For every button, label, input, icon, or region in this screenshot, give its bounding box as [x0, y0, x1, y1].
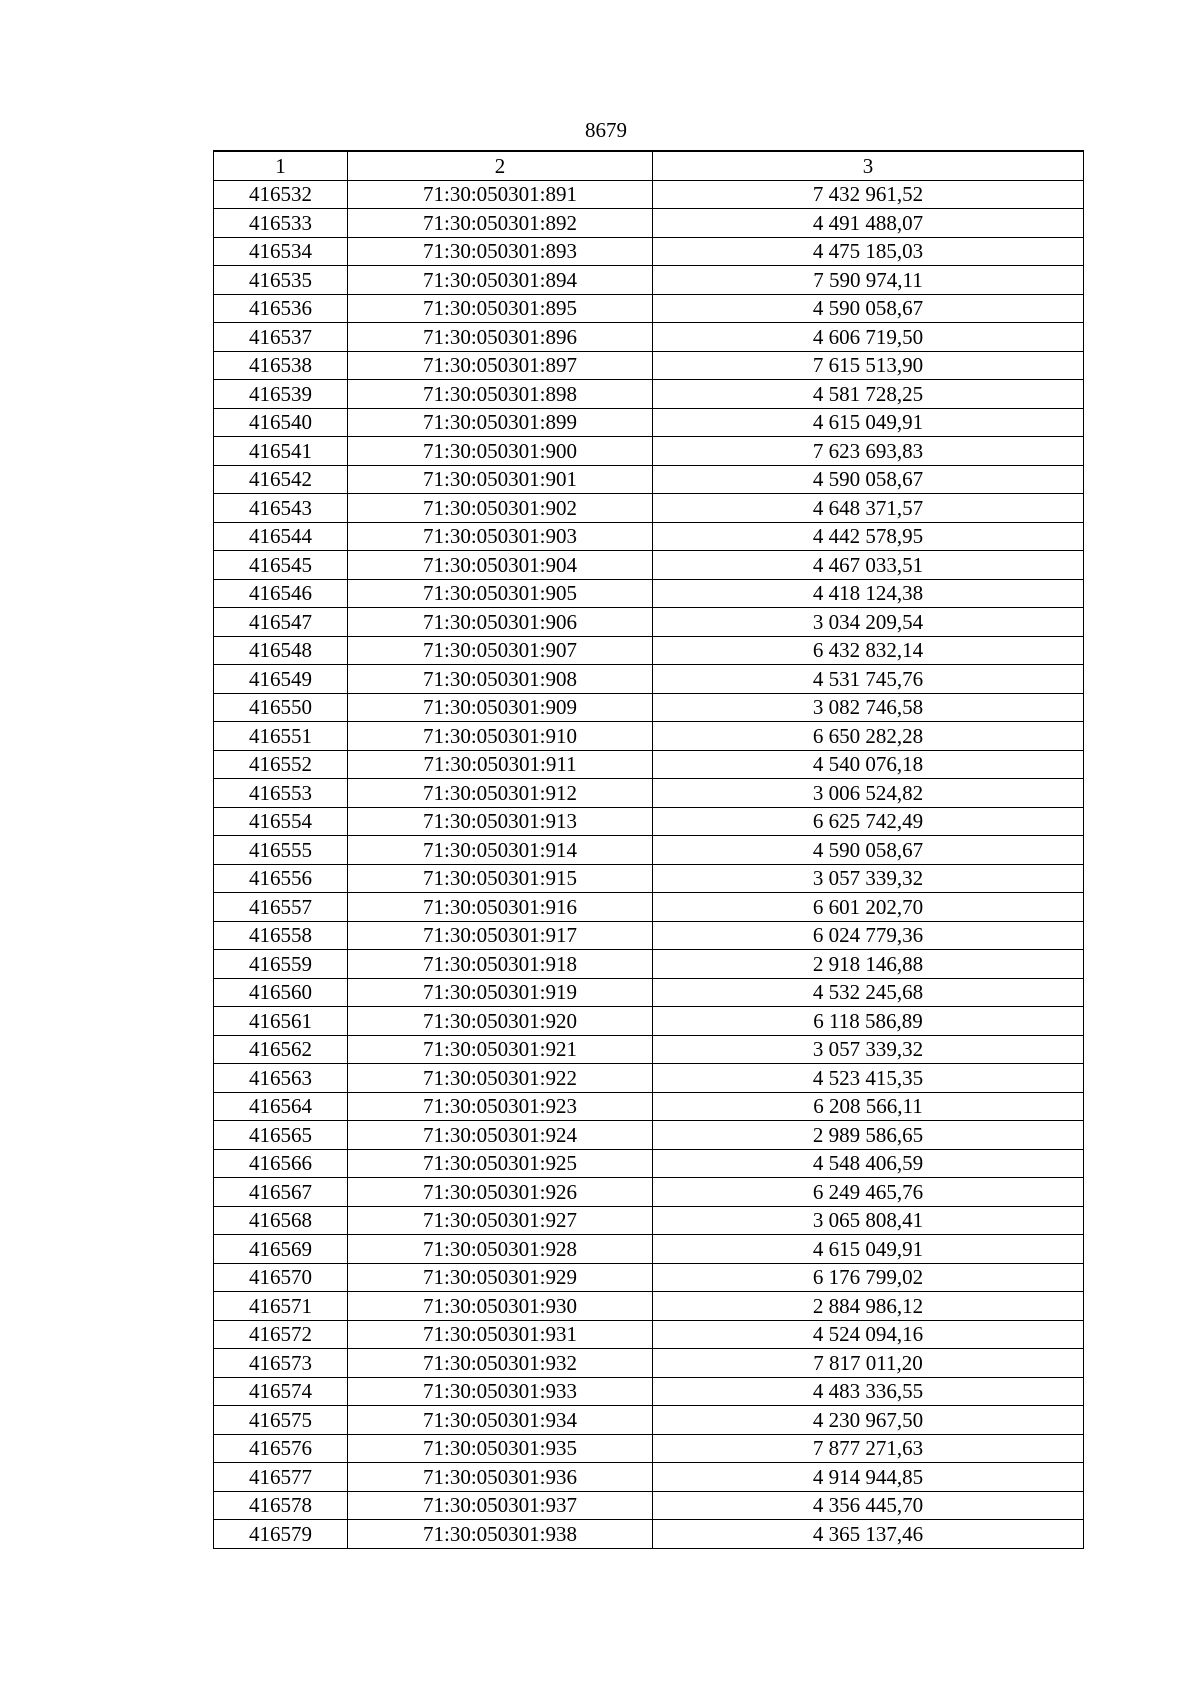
row-number-cell: 416539 — [214, 380, 348, 409]
row-number-cell: 416565 — [214, 1121, 348, 1150]
table-row — [214, 893, 1084, 922]
value-cell: 7 623 693,83 — [653, 437, 1084, 466]
table-body — [214, 180, 1084, 1548]
row-number-cell: 416535 — [214, 266, 348, 295]
cadastral-number-cell: 71:30:050301:922 — [348, 1064, 653, 1093]
table-row — [214, 237, 1084, 266]
value-cell: 2 989 586,65 — [653, 1121, 1084, 1150]
value-cell: 6 249 465,76 — [653, 1178, 1084, 1207]
cadastral-number-cell: 71:30:050301:937 — [348, 1491, 653, 1520]
table-row — [214, 1292, 1084, 1321]
table-row — [214, 1491, 1084, 1520]
row-number-cell: 416558 — [214, 921, 348, 950]
value-cell: 3 057 339,32 — [653, 1035, 1084, 1064]
table-row — [214, 1064, 1084, 1093]
value-cell: 4 648 371,57 — [653, 494, 1084, 523]
row-number-cell: 416551 — [214, 722, 348, 751]
value-cell: 3 034 209,54 — [653, 608, 1084, 637]
row-number-cell: 416556 — [214, 864, 348, 893]
value-cell: 4 483 336,55 — [653, 1377, 1084, 1406]
cadastral-number-cell: 71:30:050301:906 — [348, 608, 653, 637]
cadastral-number-cell: 71:30:050301:895 — [348, 294, 653, 323]
table-row — [214, 864, 1084, 893]
row-number-cell: 416567 — [214, 1178, 348, 1207]
table-row — [214, 551, 1084, 580]
row-number-cell: 416573 — [214, 1349, 348, 1378]
table-row — [214, 1320, 1084, 1349]
row-number-cell: 416536 — [214, 294, 348, 323]
value-cell: 6 176 799,02 — [653, 1263, 1084, 1292]
table-row — [214, 950, 1084, 979]
row-number-cell: 416550 — [214, 693, 348, 722]
table-row — [214, 978, 1084, 1007]
row-number-cell: 416541 — [214, 437, 348, 466]
table-row — [214, 1377, 1084, 1406]
table-row — [214, 579, 1084, 608]
value-cell: 7 432 961,52 — [653, 180, 1084, 209]
table-row — [214, 1121, 1084, 1150]
value-cell: 3 006 524,82 — [653, 779, 1084, 808]
value-cell: 4 365 137,46 — [653, 1520, 1084, 1549]
table-row — [214, 750, 1084, 779]
cadastral-number-cell: 71:30:050301:913 — [348, 807, 653, 836]
row-number-cell: 416574 — [214, 1377, 348, 1406]
table-row — [214, 636, 1084, 665]
value-cell: 4 230 967,50 — [653, 1406, 1084, 1435]
cadastral-number-cell: 71:30:050301:930 — [348, 1292, 653, 1321]
value-cell: 4 615 049,91 — [653, 408, 1084, 437]
row-number-cell: 416563 — [214, 1064, 348, 1093]
value-cell: 6 601 202,70 — [653, 893, 1084, 922]
table-row — [214, 836, 1084, 865]
value-cell: 6 208 566,11 — [653, 1092, 1084, 1121]
row-number-cell: 416555 — [214, 836, 348, 865]
row-number-cell: 416561 — [214, 1007, 348, 1036]
value-cell: 4 356 445,70 — [653, 1491, 1084, 1520]
table-row — [214, 1206, 1084, 1235]
table-row — [214, 209, 1084, 238]
table-row — [214, 1007, 1084, 1036]
row-number-cell: 416560 — [214, 978, 348, 1007]
cadastral-number-cell: 71:30:050301:938 — [348, 1520, 653, 1549]
cadastral-number-cell: 71:30:050301:894 — [348, 266, 653, 295]
value-cell: 4 442 578,95 — [653, 522, 1084, 551]
value-cell: 4 531 745,76 — [653, 665, 1084, 694]
table-row — [214, 1434, 1084, 1463]
row-number-cell: 416572 — [214, 1320, 348, 1349]
table-row — [214, 1235, 1084, 1264]
column-header: 1 — [214, 151, 348, 180]
row-number-cell: 416564 — [214, 1092, 348, 1121]
row-number-cell: 416546 — [214, 579, 348, 608]
cadastral-number-cell: 71:30:050301:928 — [348, 1235, 653, 1264]
table-row — [214, 693, 1084, 722]
cadastral-number-cell: 71:30:050301:892 — [348, 209, 653, 238]
cadastral-number-cell: 71:30:050301:915 — [348, 864, 653, 893]
value-cell: 7 590 974,11 — [653, 266, 1084, 295]
row-number-cell: 416532 — [214, 180, 348, 209]
value-cell: 6 650 282,28 — [653, 722, 1084, 751]
row-number-cell: 416552 — [214, 750, 348, 779]
value-cell: 4 467 033,51 — [653, 551, 1084, 580]
row-number-cell: 416570 — [214, 1263, 348, 1292]
cadastral-number-cell: 71:30:050301:926 — [348, 1178, 653, 1207]
value-cell: 4 548 406,59 — [653, 1149, 1084, 1178]
cadastral-number-cell: 71:30:050301:898 — [348, 380, 653, 409]
row-number-cell: 416542 — [214, 465, 348, 494]
cadastral-number-cell: 71:30:050301:931 — [348, 1320, 653, 1349]
cadastral-number-cell: 71:30:050301:911 — [348, 750, 653, 779]
table-row — [214, 465, 1084, 494]
row-number-cell: 416537 — [214, 323, 348, 352]
row-number-cell: 416557 — [214, 893, 348, 922]
table-row — [214, 1092, 1084, 1121]
table-row — [214, 522, 1084, 551]
row-number-cell: 416566 — [214, 1149, 348, 1178]
row-number-cell: 416571 — [214, 1292, 348, 1321]
column-header: 3 — [653, 151, 1084, 180]
cadastral-number-cell: 71:30:050301:904 — [348, 551, 653, 580]
value-cell: 4 532 245,68 — [653, 978, 1084, 1007]
row-number-cell: 416579 — [214, 1520, 348, 1549]
row-number-cell: 416576 — [214, 1434, 348, 1463]
row-number-cell: 416549 — [214, 665, 348, 694]
table-row — [214, 323, 1084, 352]
table-row — [214, 351, 1084, 380]
cadastral-number-cell: 71:30:050301:914 — [348, 836, 653, 865]
cadastral-number-cell: 71:30:050301:896 — [348, 323, 653, 352]
row-number-cell: 416559 — [214, 950, 348, 979]
cadastral-number-cell: 71:30:050301:916 — [348, 893, 653, 922]
cadastral-number-cell: 71:30:050301:901 — [348, 465, 653, 494]
cadastral-number-cell: 71:30:050301:936 — [348, 1463, 653, 1492]
table-row — [214, 722, 1084, 751]
value-cell: 6 118 586,89 — [653, 1007, 1084, 1036]
data-table — [213, 150, 1084, 1549]
value-cell: 2 918 146,88 — [653, 950, 1084, 979]
table-row — [214, 665, 1084, 694]
table-row — [214, 437, 1084, 466]
value-cell: 4 418 124,38 — [653, 579, 1084, 608]
cadastral-number-cell: 71:30:050301:935 — [348, 1434, 653, 1463]
value-cell: 7 615 513,90 — [653, 351, 1084, 380]
cadastral-number-cell: 71:30:050301:927 — [348, 1206, 653, 1235]
cadastral-number-cell: 71:30:050301:908 — [348, 665, 653, 694]
value-cell: 7 817 011,20 — [653, 1349, 1084, 1378]
cadastral-number-cell: 71:30:050301:903 — [348, 522, 653, 551]
cadastral-number-cell: 71:30:050301:899 — [348, 408, 653, 437]
cadastral-number-cell: 71:30:050301:924 — [348, 1121, 653, 1150]
value-cell: 6 625 742,49 — [653, 807, 1084, 836]
row-number-cell: 416562 — [214, 1035, 348, 1064]
table-row — [214, 266, 1084, 295]
value-cell: 4 475 185,03 — [653, 237, 1084, 266]
value-cell: 4 590 058,67 — [653, 294, 1084, 323]
table-row — [214, 608, 1084, 637]
table-row — [214, 921, 1084, 950]
value-cell: 3 082 746,58 — [653, 693, 1084, 722]
cadastral-number-cell: 71:30:050301:932 — [348, 1349, 653, 1378]
cadastral-number-cell: 71:30:050301:925 — [348, 1149, 653, 1178]
row-number-cell: 416538 — [214, 351, 348, 380]
value-cell: 4 606 719,50 — [653, 323, 1084, 352]
row-number-cell: 416544 — [214, 522, 348, 551]
value-cell: 3 065 808,41 — [653, 1206, 1084, 1235]
row-number-cell: 416548 — [214, 636, 348, 665]
row-number-cell: 416569 — [214, 1235, 348, 1264]
cadastral-number-cell: 71:30:050301:905 — [348, 579, 653, 608]
cadastral-number-cell: 71:30:050301:902 — [348, 494, 653, 523]
cadastral-number-cell: 71:30:050301:923 — [348, 1092, 653, 1121]
column-header: 2 — [348, 151, 653, 180]
table-row — [214, 1149, 1084, 1178]
value-cell: 4 581 728,25 — [653, 380, 1084, 409]
value-cell: 4 590 058,67 — [653, 465, 1084, 494]
row-number-cell: 416554 — [214, 807, 348, 836]
cadastral-number-cell: 71:30:050301:918 — [348, 950, 653, 979]
value-cell: 4 491 488,07 — [653, 209, 1084, 238]
table-header-row — [214, 151, 1084, 180]
value-cell: 4 523 415,35 — [653, 1064, 1084, 1093]
value-cell: 4 615 049,91 — [653, 1235, 1084, 1264]
table-row — [214, 1463, 1084, 1492]
cadastral-number-cell: 71:30:050301:910 — [348, 722, 653, 751]
value-cell: 6 432 832,14 — [653, 636, 1084, 665]
row-number-cell: 416534 — [214, 237, 348, 266]
row-number-cell: 416577 — [214, 1463, 348, 1492]
value-cell: 4 524 094,16 — [653, 1320, 1084, 1349]
cadastral-number-cell: 71:30:050301:920 — [348, 1007, 653, 1036]
cadastral-number-cell: 71:30:050301:919 — [348, 978, 653, 1007]
row-number-cell: 416545 — [214, 551, 348, 580]
cadastral-number-cell: 71:30:050301:934 — [348, 1406, 653, 1435]
table-row — [214, 1520, 1084, 1549]
table-row — [214, 1263, 1084, 1292]
cadastral-number-cell: 71:30:050301:900 — [348, 437, 653, 466]
cadastral-number-cell: 71:30:050301:907 — [348, 636, 653, 665]
row-number-cell: 416553 — [214, 779, 348, 808]
table-row — [214, 408, 1084, 437]
value-cell: 2 884 986,12 — [653, 1292, 1084, 1321]
row-number-cell: 416540 — [214, 408, 348, 437]
table-row — [214, 294, 1084, 323]
table-row — [214, 1349, 1084, 1378]
row-number-cell: 416547 — [214, 608, 348, 637]
row-number-cell: 416575 — [214, 1406, 348, 1435]
table-row — [214, 807, 1084, 836]
value-cell: 7 877 271,63 — [653, 1434, 1084, 1463]
row-number-cell: 416533 — [214, 209, 348, 238]
table-row — [214, 380, 1084, 409]
page-number: 8679 — [585, 118, 627, 142]
cadastral-number-cell: 71:30:050301:921 — [348, 1035, 653, 1064]
table-row — [214, 180, 1084, 209]
row-number-cell: 416578 — [214, 1491, 348, 1520]
value-cell: 4 540 076,18 — [653, 750, 1084, 779]
table-row — [214, 494, 1084, 523]
value-cell: 6 024 779,36 — [653, 921, 1084, 950]
cadastral-number-cell: 71:30:050301:909 — [348, 693, 653, 722]
cadastral-number-cell: 71:30:050301:917 — [348, 921, 653, 950]
cadastral-number-cell: 71:30:050301:897 — [348, 351, 653, 380]
table-row — [214, 1035, 1084, 1064]
value-cell: 4 590 058,67 — [653, 836, 1084, 865]
cadastral-number-cell: 71:30:050301:893 — [348, 237, 653, 266]
cadastral-number-cell: 71:30:050301:912 — [348, 779, 653, 808]
table-row — [214, 1406, 1084, 1435]
row-number-cell: 416568 — [214, 1206, 348, 1235]
cadastral-number-cell: 71:30:050301:933 — [348, 1377, 653, 1406]
value-cell: 3 057 339,32 — [653, 864, 1084, 893]
table-row — [214, 1178, 1084, 1207]
cadastral-number-cell: 71:30:050301:891 — [348, 180, 653, 209]
table-row — [214, 779, 1084, 808]
cadastral-number-cell: 71:30:050301:929 — [348, 1263, 653, 1292]
row-number-cell: 416543 — [214, 494, 348, 523]
value-cell: 4 914 944,85 — [653, 1463, 1084, 1492]
